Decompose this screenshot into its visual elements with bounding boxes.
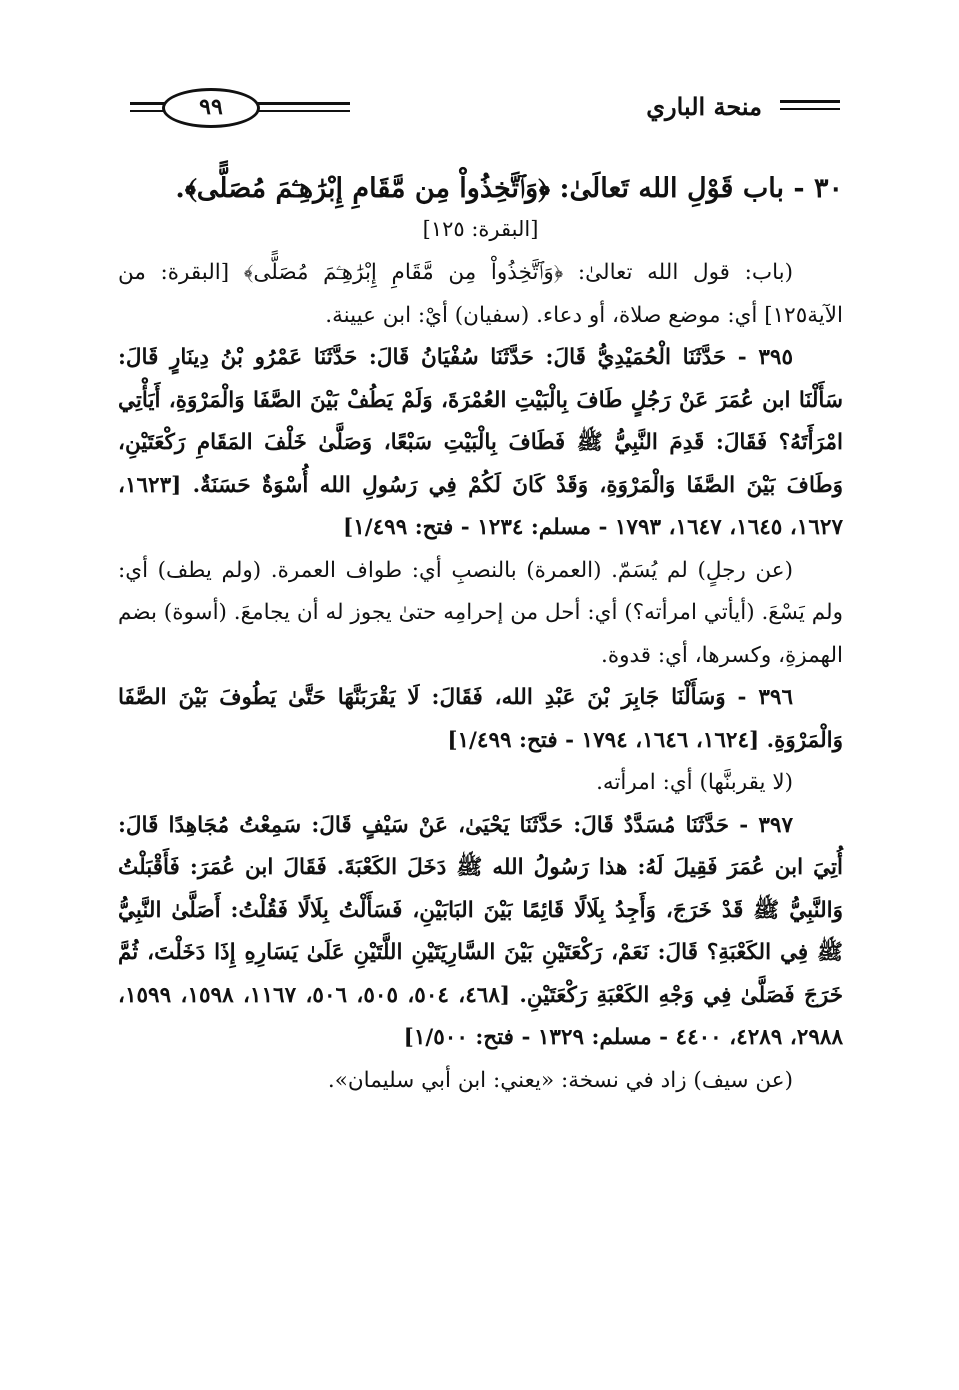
commentary-paragraph: (باب: قول الله تعالىٰ: ﴿وَٱتَّخِذُواْ مِن مَّقَامِ إِبْرَٰهِـۧمَ مُصَلًّى﴾ [البقرة: من الآية١٢٥] أي: موضع صلاة، أو دعاء. (سفيان) أيْ: ابن عيينة. <box>118 260 843 328</box>
page-body <box>118 168 843 1102</box>
hadith-paragraph: ٣٩٧ - حَدَّثَنَا مُسَدَّدٌ قَالَ: حَدَّثَنَا يَحْيَىٰ، عَنْ سَيْفٍ قَالَ: سَمِعْتُ مُجَاهِدًا قَالَ: أُتِيَ ابن عُمَرَ فَقِيلَ لَهُ: هذا رَسُولُ الله ﷺ دَخَلَ الكَعْبَةَ. فَقَالَ ابن عُمَرَ: فَأَقْبَلْتُ وَالنَّبِيُّ ﷺ قَدْ خَرَجَ، وَأَجِدُ بِلَالًا قَائِمًا بَيْنَ البَابَيْنِ، فَسَأَلْتُ بِلَالًا فَقُلْتُ: أَصَلَّىٰ النَّبِيُّ ﷺ فِي الكَعْبَةِ؟ قَالَ: نَعَمْ، رَكْعَتَيْنِ بَيْنَ السَّارِيَتَيْنِ اللَّتَيْنِ عَلَىٰ يَسَارِهِ إِذَا دَخَلْتَ، ثُمَّ خَرَجَ فَصَلَّىٰ فِي وَجْهِ الكَعْبَةِ رَكْعَتَيْنِ. [٤٦٨، ٥٠٤، ٥٠٥، ٥٠٦، ١١٦٧، ١٥٩٨، ١٥٩٩، ٢٩٨٨، ٤٢٨٩، ٤٤٠٠ - مسلم: ١٣٢٩ - فتح: ١/٥٠٠] <box>118 812 844 1050</box>
page-header <box>130 86 840 134</box>
book-title: منحة الباري <box>646 92 762 121</box>
commentary-paragraph: (لا يقربنَّها) أي: امرأته. <box>596 770 793 795</box>
hadith-paragraph: ٣٩٥ - حَدَّثَنَا الْحُمَيْدِيُّ قَالَ: حَدَّثَنَا سُفْيَانُ قَالَ: حَدَّثَنَا عَمْرُو بْنُ دِينَارٍ قَالَ: سَأَلْنَا ابن عُمَرَ عَنْ رَجُلٍ طَافَ بِالْبَيْتِ العُمْرَةَ، وَلَمْ يَطُفْ بَيْنَ الصَّفَا وَالْمَرْوَةِ، أَيَأْتِي امْرَأَتَهُ؟ فَقَالَ: قَدِمَ النَّبِيُّ ﷺ فَطَافَ بِالْبَيْتِ سَبْعًا، وَصَلَّىٰ خَلْفَ المَقَامِ رَكْعَتَيْنِ، وَطَافَ بَيْنَ الصَّفَا وَالْمَرْوَةِ، وَقَدْ كَانَ لَكُمْ فِي رَسُولِ الله أُسْوَةٌ حَسَنَةٌ. [١٦٢٣، ١٦٢٧، ١٦٤٥، ١٦٤٧، ١٧٩٣ - مسلم: ١٢٣٤ - فتح: ١/٤٩٩] <box>118 345 843 540</box>
commentary-paragraph: (عن سيف) زاد في نسخة: «يعني: ابن أبي سليمان». <box>327 1067 793 1093</box>
page-number: ٩٩ <box>162 88 260 128</box>
commentary-paragraph: (عن رجلٍ) لم يُسَمّ. (العمرة) بالنصبِ أي: طواف العمرة. (ولم يطف) أي: ولم يَسْعَ. (أيأتي امرأته؟) أي: أحل من إحرامِه حتىٰ يجوز له أن يجامعَ. (أسوة) بضم الهمزةِ، وكسرها، أي: قدوة. <box>118 557 843 668</box>
chapter-reference: [البقرة: ١٢٥] <box>422 217 539 241</box>
chapter-title: ٣٠ - باب قَوْلِ الله تَعالَىٰ: ﴿وَٱتَّخِذُواْ مِن مَّقَامِ إِبْرَٰهِـۧمَ مُصَلًّى﴾. <box>175 173 843 204</box>
header-rule-right-top <box>780 100 840 103</box>
header-rule-right-bottom <box>780 108 840 110</box>
hadith-paragraph: ٣٩٦ - وَسَأَلْنَا جَابِرَ بْنَ عَبْدِ الله، فَقَالَ: لَا يَقْرَبَنَّهَا حَتَّىٰ يَطُوفَ بَيْنَ الصَّفَا وَالْمَرْوَةِ. [١٦٢٤، ١٦٤٦، ١٧٩٤ - فتح: ١/٤٩٩] <box>118 685 843 753</box>
